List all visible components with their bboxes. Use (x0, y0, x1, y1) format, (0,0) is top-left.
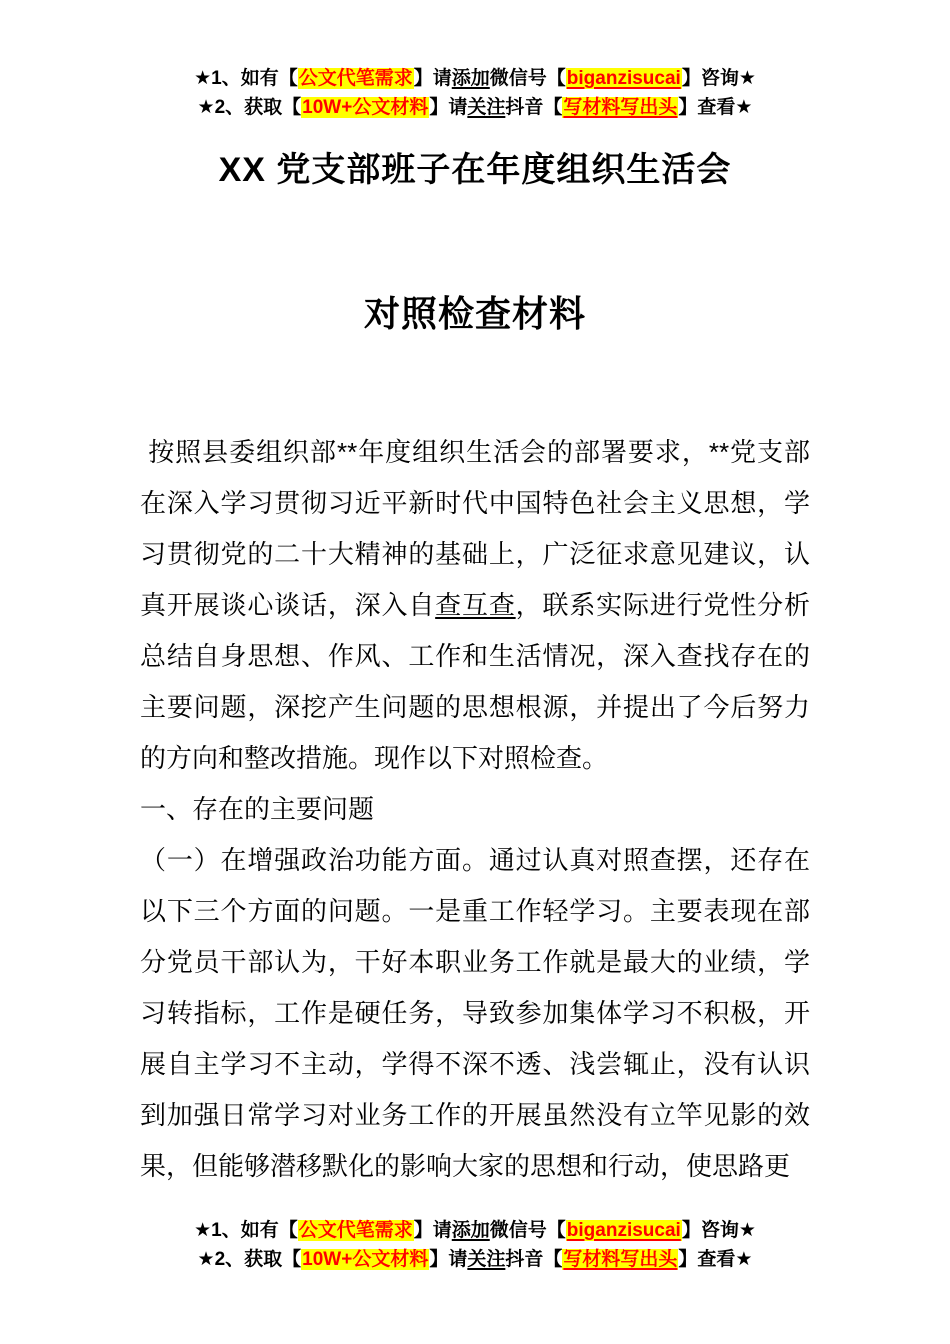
promo-text: 】请 (413, 1220, 452, 1241)
promo-text: 关注 (467, 97, 506, 118)
header-promo (0, 0, 950, 122)
body-text: 按照县委组织部**年度组织生活会的部署要求，**党支部在深入学习贯彻习近平新时代中国特色社会主义思想，学习贯彻党的二十大精神的基础上，广泛征求意见建议，认真开展谈心谈话，深入自 (140, 437, 810, 620)
body-text: 一、存在的主要问题 (140, 794, 375, 824)
document-title: XX 党支部班子在年度组织生活会 (218, 151, 732, 189)
subsection-paragraph-1 (140, 835, 810, 1192)
footer-promo (0, 1216, 950, 1274)
promo-text: 】咨询★ (681, 68, 756, 89)
document-subtitle: 对照检查材料 (363, 293, 586, 334)
promo-highlighted-text: 10W+公文材料 (302, 1249, 429, 1270)
footer-promo-line-1 (0, 1216, 950, 1245)
promo-highlighted-text: 公文代笔需求 (298, 1220, 413, 1241)
promo-text: 】查看★ (678, 97, 753, 118)
header-promo-line-1 (0, 64, 950, 93)
promo-highlighted-text: biganzisucai (566, 68, 681, 89)
body-text: ，联系实际进行党性分析总结自身思想、作风、工作和生活情况，深入查找存在的主要问题，深挖产生问题的思想根源，并提出了今后努力的方向和整改措施。现作以下对照检查。 (140, 590, 810, 773)
promo-highlighted-text: biganzisucai (566, 1220, 681, 1241)
section-heading-1 (140, 784, 810, 835)
promo-text: 抖音【 (505, 1249, 563, 1270)
promo-text: 】咨询★ (681, 1220, 756, 1241)
promo-text: 添加 (451, 68, 490, 89)
promo-text: 】请 (429, 97, 468, 118)
promo-highlighted-text: 公文代笔需求 (298, 68, 413, 89)
promo-highlighted-text: 10W+公文材料 (302, 97, 429, 118)
promo-text: 】请 (429, 1249, 468, 1270)
promo-text: 】查看★ (678, 1249, 753, 1270)
promo-text: 】请 (413, 68, 452, 89)
document-body (140, 427, 810, 1192)
promo-highlighted-text: 写材料写出头 (563, 97, 678, 118)
promo-text: 微信号【 (489, 1220, 566, 1241)
promo-text: ★1、如有【 (194, 1220, 298, 1241)
body-text: （一）在增强政治功能方面。通过认真对照查摆，还存在以下三个方面的问题。一是重工作轻学习。主要表现在部分党员干部认为，干好本职业务工作就是最大的业绩，学习转指标，工作是硬任务，导致参加集体学习不积极，开展自主学习不主动，学得不深不透、浅尝辄止，没有认识到加强日常学习对业务工作的开展虽然没有立竿见影的效果，但能够潜移默化的影响大家的思想和行动，使思路更 (140, 845, 810, 1181)
header-promo-line-2 (0, 93, 950, 122)
promo-text: ★2、获取【 (197, 1249, 302, 1270)
promo-highlighted-text: 写材料写出头 (563, 1249, 678, 1270)
intro-paragraph (140, 427, 810, 784)
footer-promo-line-2 (0, 1245, 950, 1274)
promo-text: ★1、如有【 (194, 68, 298, 89)
promo-text: 抖音【 (505, 97, 563, 118)
underlined-body-text: 查互查 (435, 590, 516, 620)
promo-text: ★2、获取【 (197, 97, 302, 118)
promo-text: 微信号【 (489, 68, 566, 89)
promo-text: 添加 (451, 1220, 490, 1241)
promo-text: 关注 (467, 1249, 506, 1270)
